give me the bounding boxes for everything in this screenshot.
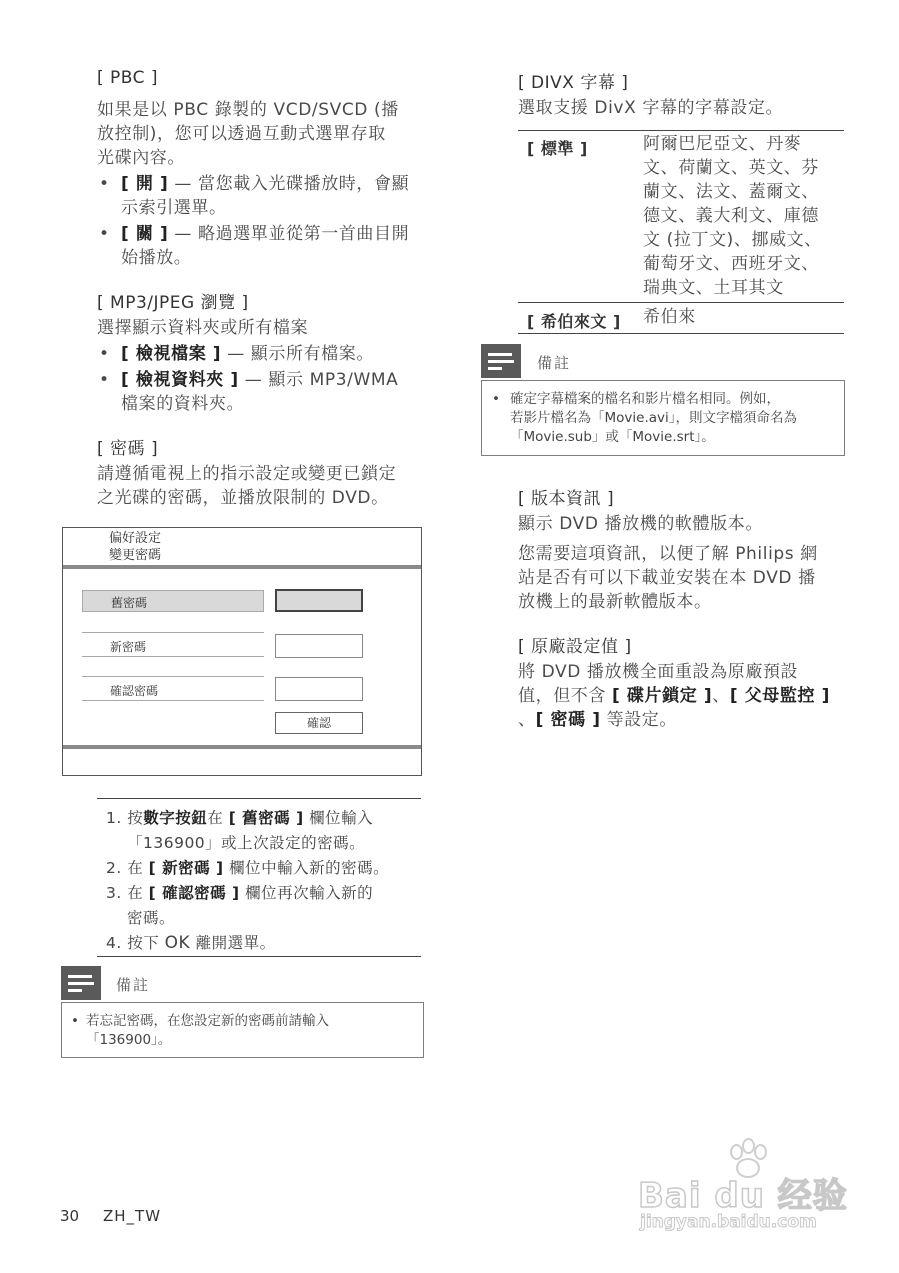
note-icon (61, 966, 101, 1000)
language-line: 阿爾巴尼亞文、丹麥 (643, 134, 802, 154)
step-number: 3. (106, 884, 122, 902)
divx-intro: 選取支援 DivX 字幕的字幕設定。 (518, 98, 784, 118)
dialog-title-preferences: 偏好設定 (109, 531, 162, 546)
note-title: 備註 (537, 354, 572, 372)
divx-heading: [ DIVX 字幕 ] (518, 73, 629, 93)
step-text: 「136900」或上次設定的密碼。 (127, 834, 366, 852)
standard-languages (643, 132, 822, 300)
step-bold: [ 確認密碼 ] (148, 884, 240, 902)
divider (82, 656, 264, 657)
old-password-row[interactable] (82, 590, 264, 612)
note-box (481, 380, 845, 456)
view-files-text: — 顯示所有檔案。 (221, 344, 374, 364)
mp3-intro: 選擇顯示資料夾或所有檔案 (97, 318, 309, 338)
pbc-off-text: 始播放。 (121, 248, 192, 268)
divider (82, 632, 264, 633)
step-text: 離開選單。 (190, 934, 276, 952)
pbc-off-item (99, 222, 410, 270)
language-line: 德文、義大利文、庫德 (643, 206, 819, 226)
version-text: 放機上的最新軟體版本。 (518, 592, 712, 612)
factory-text: 值，但不含 (518, 686, 613, 706)
bullet-icon: • (99, 224, 110, 244)
note-text: 若忘記密碼，在您設定新的密碼前請輸入 (86, 1013, 329, 1029)
password-intro (97, 462, 396, 510)
dialog-top-bar (63, 565, 421, 569)
version-text: 您需要這項資訊，以便了解 Philips 網 (518, 544, 818, 564)
dialog-title-change-password: 變更密碼 (109, 548, 162, 563)
pbc-on-text: — 當您載入光碟播放時，會顯 (168, 174, 410, 194)
new-password-label: 新密碼 (110, 640, 147, 654)
step-text: 在 (127, 884, 149, 902)
baidu-watermark (638, 1138, 848, 1238)
factory-paragraph (518, 660, 830, 732)
note-title: 備註 (116, 976, 151, 994)
pbc-on-label: [ 開 ] (121, 174, 169, 194)
table-mid-rule (518, 302, 844, 303)
confirm-button[interactable]: 確認 (275, 712, 363, 734)
pbc-on-text: 示索引選單。 (121, 198, 227, 218)
divider (82, 676, 264, 677)
pbc-intro-line: 光碟內容。 (97, 148, 185, 168)
view-folders-text: — 顯示 MP3/WMA (238, 370, 399, 390)
confirm-password-label: 確認密碼 (110, 684, 159, 698)
step-bold: 數字按鈕 (143, 809, 208, 827)
table-bottom-rule (518, 333, 844, 334)
language-line: 瑞典文、土耳其文 (643, 278, 784, 298)
bullet-icon: • (99, 370, 110, 390)
change-password-dialog (62, 527, 422, 776)
steps-list (106, 806, 389, 956)
step-text: 密碼。 (127, 909, 176, 927)
pbc-heading: [ PBC ] (97, 68, 159, 88)
step-number: 4. (106, 934, 122, 952)
pbc-on-item (99, 172, 410, 220)
watermark-brand: Bai du 经验 (638, 1176, 848, 1216)
dialog-bottom-bar (63, 745, 421, 749)
note-text: 若影片檔名為「Movie.avi」，則文字檔須命名為 (510, 410, 798, 426)
view-folders-label: [ 檢視資料夾 ] (121, 370, 239, 390)
factory-text: 、 (518, 710, 536, 730)
language-line: 蘭文、法文、蓋爾文、 (643, 182, 819, 202)
bullet-icon: • (492, 391, 500, 407)
language-code: ZH_TW (103, 1207, 162, 1225)
step-2 (106, 856, 389, 881)
factory-text: 將 DVD 播放機全面重設為原廠預設 (518, 662, 799, 682)
password-intro-line: 請遵循電視上的指示設定或變更已鎖定 (97, 464, 397, 484)
language-line: 文、荷蘭文、英文、芬 (643, 158, 819, 178)
step-1 (106, 806, 389, 831)
language-line: 文 (拉丁文)、挪威文、 (643, 230, 822, 250)
step-text: 欄位中輸入新的密碼。 (223, 859, 390, 877)
version-heading: [ 版本資訊 ] (518, 489, 615, 509)
table-top-rule (518, 130, 844, 131)
divider (82, 700, 264, 701)
pbc-intro-line: 放控制)，您可以透過互動式選單存取 (97, 124, 386, 144)
step-text: 在 (207, 809, 229, 827)
factory-text: 等設定。 (600, 710, 677, 730)
factory-bold: [ 父母監控 ] (729, 686, 830, 706)
bullet-icon: • (99, 344, 110, 364)
factory-text: 、 (712, 686, 730, 706)
steps-top-rule (97, 798, 421, 799)
version-paragraph (518, 542, 818, 614)
view-folders-text: 檔案的資料夾。 (121, 394, 245, 414)
step-text: 按下 (127, 934, 165, 952)
view-files-label: [ 檢視檔案 ] (121, 344, 222, 364)
watermark-url: jingyan.baidu.com (640, 1212, 817, 1232)
step-4 (106, 931, 389, 956)
pbc-off-label: [ 關 ] (121, 224, 169, 244)
view-folders-item (99, 368, 399, 416)
step-bold: [ 新密碼 ] (148, 859, 224, 877)
step-text: 在 (127, 859, 149, 877)
step-text: 按 (127, 809, 144, 827)
hebrew-value: 希伯來 (643, 307, 696, 327)
new-password-input[interactable] (275, 634, 363, 658)
pbc-off-text: — 略過選單並從第一首曲目開 (168, 224, 410, 244)
step-text: 欄位輸入 (303, 809, 374, 827)
factory-bold: [ 密碼 ] (535, 710, 601, 730)
step-number: 1. (106, 809, 122, 827)
note-text: 「136900」。 (86, 1032, 172, 1048)
bullet-icon: • (99, 174, 110, 194)
step-bold: [ 舊密碼 ] (228, 809, 304, 827)
page-number: 30 (60, 1207, 80, 1225)
hebrew-label: [ 希伯來文 ] (527, 312, 621, 331)
factory-line3 (518, 708, 830, 732)
note-text: 「Movie.sub」或「Movie.srt」。 (510, 429, 715, 445)
dialog-title (109, 530, 161, 564)
pbc-intro-line: 如果是以 PBC 錄製的 VCD/SVCD (播 (97, 100, 399, 120)
bullet-icon: • (71, 1013, 79, 1029)
old-password-label: 舊密碼 (111, 596, 148, 610)
factory-line2 (518, 684, 830, 708)
view-files-item (99, 342, 374, 366)
step-text: 欄位再次輸入新的 (239, 884, 374, 902)
pbc-intro (97, 98, 399, 170)
standard-label: [ 標準 ] (527, 139, 588, 158)
password-heading: [ 密碼 ] (97, 439, 159, 459)
note-box (61, 1002, 424, 1058)
factory-heading: [ 原廠設定值 ] (518, 637, 632, 657)
note-text: 確定字幕檔案的檔名和影片檔名相同。例如， (510, 391, 780, 407)
step-3 (106, 881, 389, 906)
factory-bold: [ 碟片鎖定 ] (612, 686, 713, 706)
step-number: 2. (106, 859, 122, 877)
password-intro-line: 之光碟的密碼，並播放限制的 DVD。 (97, 488, 389, 508)
mp3-heading: [ MP3/JPEG 瀏覽 ] (97, 293, 249, 313)
confirm-password-input[interactable] (275, 677, 363, 701)
version-line: 顯示 DVD 播放機的軟體版本。 (518, 514, 763, 534)
language-line: 葡萄牙文、西班牙文、 (643, 254, 819, 274)
step-text: OK (164, 933, 191, 953)
old-password-input[interactable] (275, 589, 363, 612)
version-text: 站是否有可以下載並安裝在本 DVD 播 (518, 568, 816, 588)
steps-bottom-rule (97, 956, 421, 957)
note-icon (481, 344, 521, 378)
